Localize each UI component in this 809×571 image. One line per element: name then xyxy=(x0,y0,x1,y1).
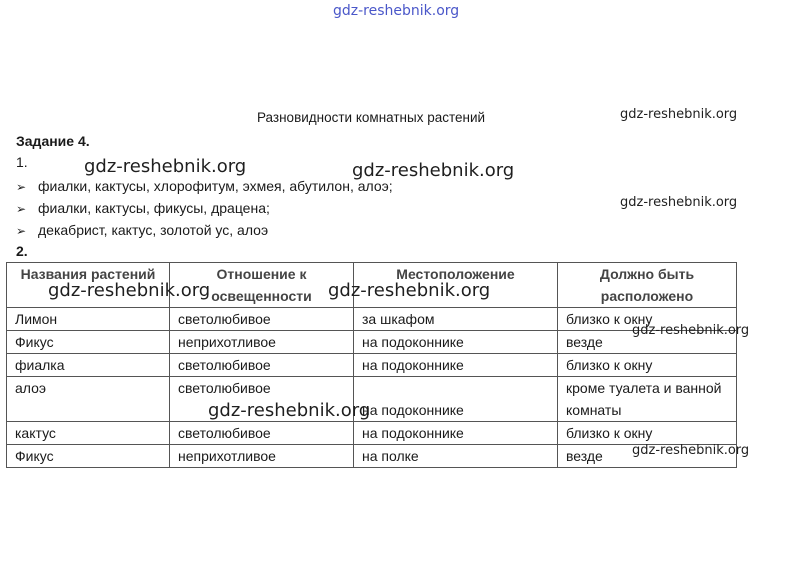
header-cell: Местоположение xyxy=(354,263,558,308)
table-row xyxy=(7,422,737,445)
header-cell: Отношение к освещенности xyxy=(170,263,354,308)
header-cell: Названия растений xyxy=(7,263,170,308)
table-cell: на подоконнике xyxy=(354,377,558,422)
watermark-top: gdz-reshebnik.org xyxy=(333,3,460,19)
list-item-text: декабрист, кактус, золотой ус, алоэ xyxy=(38,222,269,238)
table-cell: Фикус xyxy=(7,331,170,354)
table-cell: близко к окну xyxy=(558,308,737,331)
watermark: gdz-reshebnik.org xyxy=(208,400,371,421)
watermark: gdz-reshebnik.org xyxy=(632,323,750,338)
watermark: gdz-reshebnik.org xyxy=(84,156,247,177)
table-cell: везде xyxy=(558,331,737,354)
header-cell: Должно быть расположено xyxy=(558,263,737,308)
arrow-bullet-icon: ➢ xyxy=(16,202,27,216)
part-2-number: 2. xyxy=(16,243,28,259)
table-cell: Фикус xyxy=(7,445,170,468)
table-cell: алоэ xyxy=(7,377,170,422)
table-cell: светолюбивое xyxy=(170,377,354,422)
list-item xyxy=(16,178,393,194)
table-cell: за шкафом xyxy=(354,308,558,331)
table-cell: близко к окну xyxy=(558,422,737,445)
page-title: Разновидности комнатных растений xyxy=(257,110,486,125)
watermark: gdz-reshebnik.org xyxy=(620,107,738,122)
list-item-text: фиалки, кактусы, фикусы, драцена; xyxy=(38,200,270,216)
table-cell: близко к окну xyxy=(558,354,737,377)
arrow-bullet-icon: ➢ xyxy=(16,180,27,194)
table-cell: на подоконнике xyxy=(354,331,558,354)
watermark: gdz-reshebnik.org xyxy=(328,280,491,301)
arrow-bullet-icon: ➢ xyxy=(16,224,27,238)
task-heading: Задание 4. xyxy=(16,133,90,149)
watermark: gdz-reshebnik.org xyxy=(48,280,211,301)
table-cell: светолюбивое xyxy=(170,422,354,445)
watermark: gdz-reshebnik.org xyxy=(352,160,515,181)
table-cell: неприхотливое xyxy=(170,331,354,354)
part-1-number: 1. xyxy=(16,154,28,170)
list-item xyxy=(16,200,270,216)
table-cell: на полке xyxy=(354,445,558,468)
table-row xyxy=(7,445,737,468)
table-row xyxy=(7,354,737,377)
table-cell: неприхотливое xyxy=(170,445,354,468)
table-cell: кактус xyxy=(7,422,170,445)
list-item-text: фиалки, кактусы, хлорофитум, эхмея, абутилон, алоэ; xyxy=(38,178,393,194)
table-cell: Лимон xyxy=(7,308,170,331)
table-cell: на подоконнике xyxy=(354,422,558,445)
table-cell: светолюбивое xyxy=(170,308,354,331)
watermark: gdz-reshebnik.org xyxy=(620,195,738,210)
watermark: gdz-reshebnik.org xyxy=(632,443,750,458)
table-row xyxy=(7,377,737,422)
list-item xyxy=(16,222,268,238)
table-cell: везде xyxy=(558,445,737,468)
table-cell: на подоконнике xyxy=(354,354,558,377)
table-cell: кроме туалета и ванной комнаты xyxy=(558,377,737,422)
table-row xyxy=(7,308,737,331)
table-cell: фиалка xyxy=(7,354,170,377)
table-row xyxy=(7,331,737,354)
table-cell: светолюбивое xyxy=(170,354,354,377)
